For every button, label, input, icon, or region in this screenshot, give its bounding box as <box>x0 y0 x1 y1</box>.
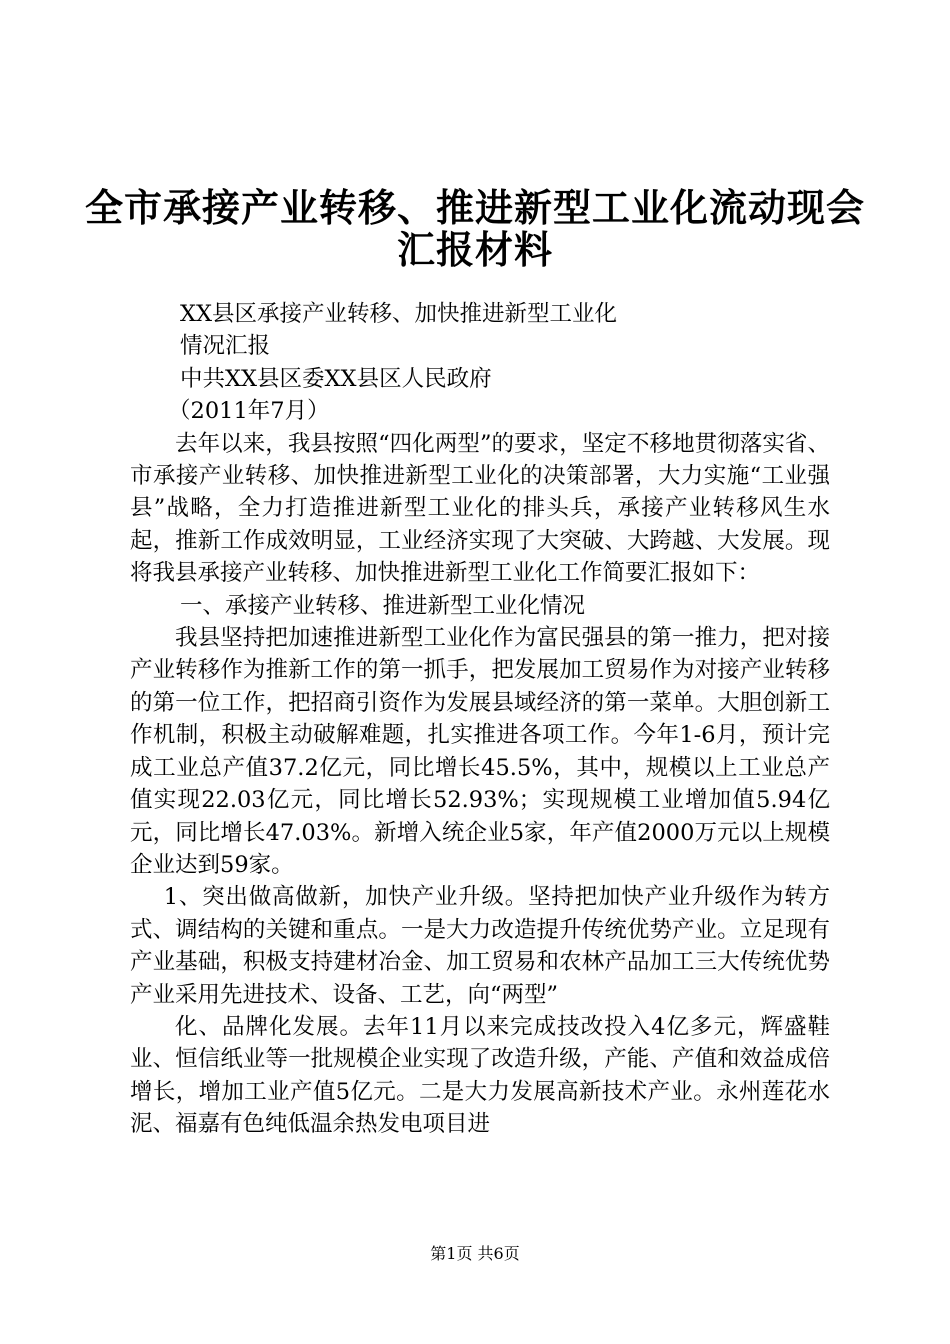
report-authors: 中共XX县区委XX县区人民政府 <box>180 365 492 392</box>
document-title-line2: 汇报材料 <box>396 228 553 272</box>
document-title-line1: 全市承接产业转移、推进新型工业化流动现会 <box>84 186 865 230</box>
document-body <box>130 298 830 1141</box>
report-header-block <box>130 298 830 428</box>
page-number-footer: 第1页 共6页 <box>430 1244 520 1263</box>
paragraph-point-1-continued: 化、品牌化发展。去年11月以来完成技改投入4亿多元，辉盛鞋业、恒信纸业等一批规模企业实现了改造升级，产能、产值和效益成倍增长，增加工业产值5亿元。二是大力发展高新技术产业。永州莲花水泥、福嘉有色纯低温余热发电项目进 <box>130 1013 830 1138</box>
paragraph-intro: 去年以来，我县按照“四化两型”的要求，坚定不移地贯彻落实省、市承接产业转移、加快推进新型工业化的决策部署，大力实施“工业强县”战略，全力打造推进新型工业化的排头兵，承接产业转移风生水起，推新工作成效明显，工业经济实现了大突破、大跨越、大发展。现将我县承接产业转移、加快推进新型工业化工作简要汇报如下： <box>130 430 830 587</box>
report-subtitle-line2: 情况汇报 <box>180 333 271 360</box>
report-date: （2011年7月） <box>168 398 330 425</box>
paragraph-point-1: 1、突出做高做新，加快产业升级。坚持把加快产业升级作为转方式、调结构的关键和重点。一是大力改造提升传统优势产业。立足现有产业基础，积极支持建材冶金、加工贸易和农林产品加工三大传统优势产业采用先进技术、设备、工艺，向“两型” <box>130 884 830 1008</box>
section-heading-1: 一、承接产业转移、推进新型工业化情况 <box>180 592 586 619</box>
paragraph-overview: 我县坚持把加速推进新型工业化作为富民强县的第一推力，把对接产业转移作为推新工作的第一抓手，把发展加工贸易作为对接产业转移的第一位工作，把招商引资作为发展县域经济的第一菜单。大胆创新工作机制，积极主动破解难题，扎实推进各项工作。今年1-6月，预计完成工业总产值37.2亿元，同比增长45.5%，其中，规模以上工业总产值实现22.03亿元，同比增长52.93%；实现规模工业增加值5.94亿元，同比增长47.03%。新增入统企业5家，年产值2000万元以上规模企业达到59家。 <box>130 625 830 878</box>
report-subtitle-line1: XX县区承接产业转移、加快推进新型工业化 <box>180 301 618 327</box>
